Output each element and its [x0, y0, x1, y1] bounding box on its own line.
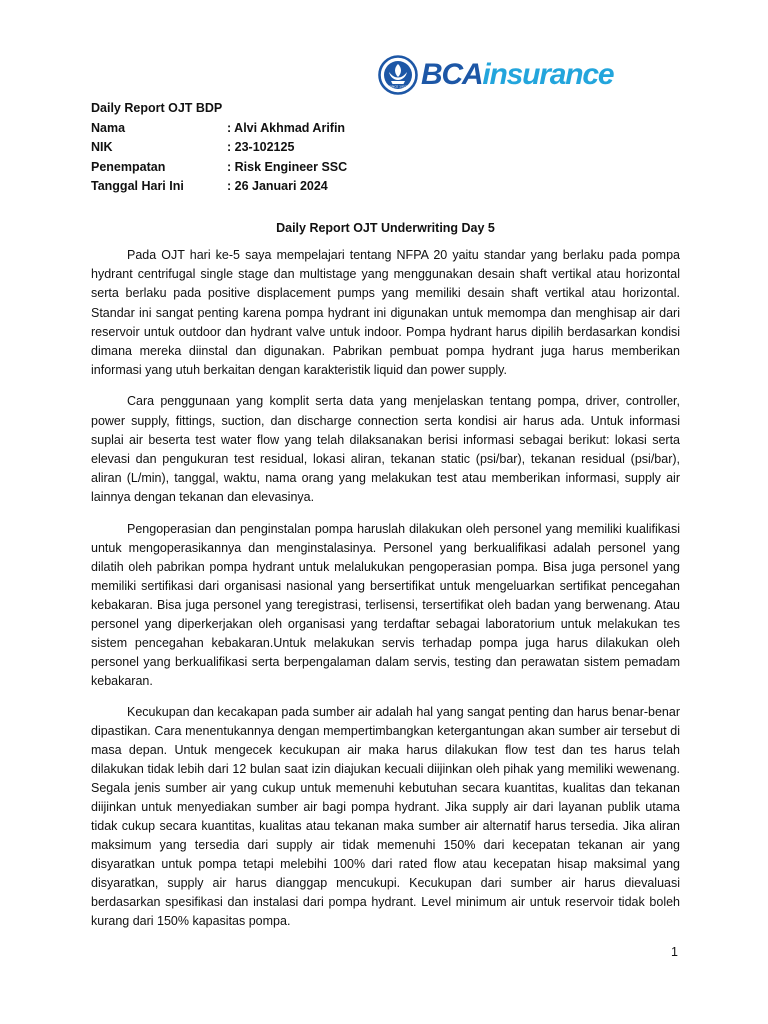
report-header — [91, 99, 347, 197]
page-number: 1 — [671, 945, 678, 959]
field-row-nama — [91, 119, 347, 139]
header-heading-row — [91, 99, 347, 119]
paragraph: Cara penggunaan yang komplit serta data yang menjelaskan tentang pompa, driver, controller, power supply, fittings, suction, dan discharge connection serta kondisi air harus ada. Untuk informasi suplai air beserta test water flow yang telah dilaksanakan berisi informasi sebagai berikut: lokasi serta elevasi dan pengukuran test residual, lokasi aliran, tekanan static (psi/bar), tekanan residual (psi/bar), aliran (L/min), tanggal, waktu, nama orang yang melakukan test atau memberikan informasi, supply air lainnya dengan tekanan dan elevasinya. — [91, 394, 680, 505]
brand-wordmark — [421, 55, 613, 95]
bca-emblem-icon — [378, 55, 418, 95]
field-value: : Risk Engineer SSC — [227, 159, 348, 174]
paragraph: Kecukupan dan kecakapan pada sumber air adalah hal yang sangat penting dan harus benar-benar dipastikan. Cara menentukannya dengan mempertimbangkan ketergantungan akan sumber air tersebut di masa depan. Untuk mengecek kecukupan air maka harus dilakukan flow test dan tes harus telah dilakukan tidak lebih dari 12 bulan saat izin diajukan kecuali diijinkan oleh pihak yang memiliki wewenang. Segala jenis sumber air yang cukup untuk memenuhi kebutuhan secara kuantitas, kualitas dan tekanan diijinkan untuk menyediakan sumber air bagi pompa hydrant. Jika supply air dari layanan publik utama tidak cukup secara kuantitas, kualitas atau tekanan maka sumber air alternatif harus tersedia. Jika aliran maksimum yang tersedia dari supply air tidak memenuhi 150% dari kecepatan tekanan air yang disyaratkan untuk pompa tetapi melebihi 100% dari rated flow atau kecepatan hisap maksimal yang disyaratkan, supply air harus dianggap mencukupi. Kecukupan dari sumber air harus dievaluasi berdasarkan spesifikasi dan instalasi dari pompa hydrant. Level minimum air untuk reservoir tidak boleh kurang dari 150% kapasitas pompa. — [91, 704, 680, 928]
paragraph: Pengoperasian dan penginstalan pompa haruslah dilakukan oleh personel yang memiliki kualifikasi untuk mengoperasikannya dan menginstalasinya. Personel yang berkualifikasi adalah personel yang dilatih oleh pabrikan pompa hydrant untuk melalukukan pengoperasian pompa. Bisa juga personel yang memiliki sertifikasi dari organisasi nasional yang bersertifikat untuk mengeluarkan sertifikat pencegahan kebakaran. Bisa juga personel yang teregistrasi, terlisensi, tersertifikat oleh badan yang berwenang. Atau personel yang diperkerjakan oleh organisasi yang terdaftar sebagai laboratorium untuk melakukan tes sistem pencegahan kebakaran.Untuk melakukan servis terhadap pompa juga harus dilakukan oleh personel yang berkualifikasi serta berpengalaman dalam servis, testing dan perawatan sistem pemadam kebakaran. — [91, 521, 680, 688]
brand-main: BCA — [421, 58, 483, 91]
field-value: : 26 Januari 2024 — [227, 179, 328, 193]
document-body — [91, 246, 680, 943]
field-label: Tanggal Hari Ini — [91, 179, 184, 193]
emblem-text: SINCE 1957 — [389, 84, 407, 89]
field-label: Nama — [91, 120, 126, 135]
field-label: Penempatan — [91, 159, 166, 174]
field-value: : 23-102125 — [227, 140, 295, 154]
field-row-penempatan — [91, 158, 347, 178]
brand-sub: insurance — [482, 58, 614, 91]
field-value: : Alvi Akhmad Arifin — [227, 120, 346, 135]
paragraph: Pada OJT hari ke-5 saya mempelajari tentang NFPA 20 yaitu standar yang berlaku pada pompa hydrant centrifugal single stage dan multistage yang menggunakan desain shaft vertikal atau horizontal serta berlaku pada positive displacement pumps yang memiliki desain shaft vertikal atau horizontal. Standar ini sangat penting karena pompa hydrant ini digunakan untuk memompa dan menghisap air dari reservoir untuk outdoor dan hydrant valve untuk indoor. Pompa hydrant harus dipilih berdasarkan kondisi dimana mereka diinstal dan digunakan. Pabrikan pembuat pompa hydrant juga harus memberikan informasi yang utuh berkaitan dengan karakteristik liquid dan power supply. — [91, 248, 680, 378]
bca-insurance-logo — [378, 54, 660, 96]
field-label: NIK — [91, 140, 113, 154]
field-row-tanggal — [91, 177, 347, 197]
field-row-nik — [91, 138, 347, 158]
report-heading: Daily Report OJT BDP — [91, 101, 223, 115]
document-title: Daily Report OJT Underwriting Day 5 — [276, 221, 495, 235]
